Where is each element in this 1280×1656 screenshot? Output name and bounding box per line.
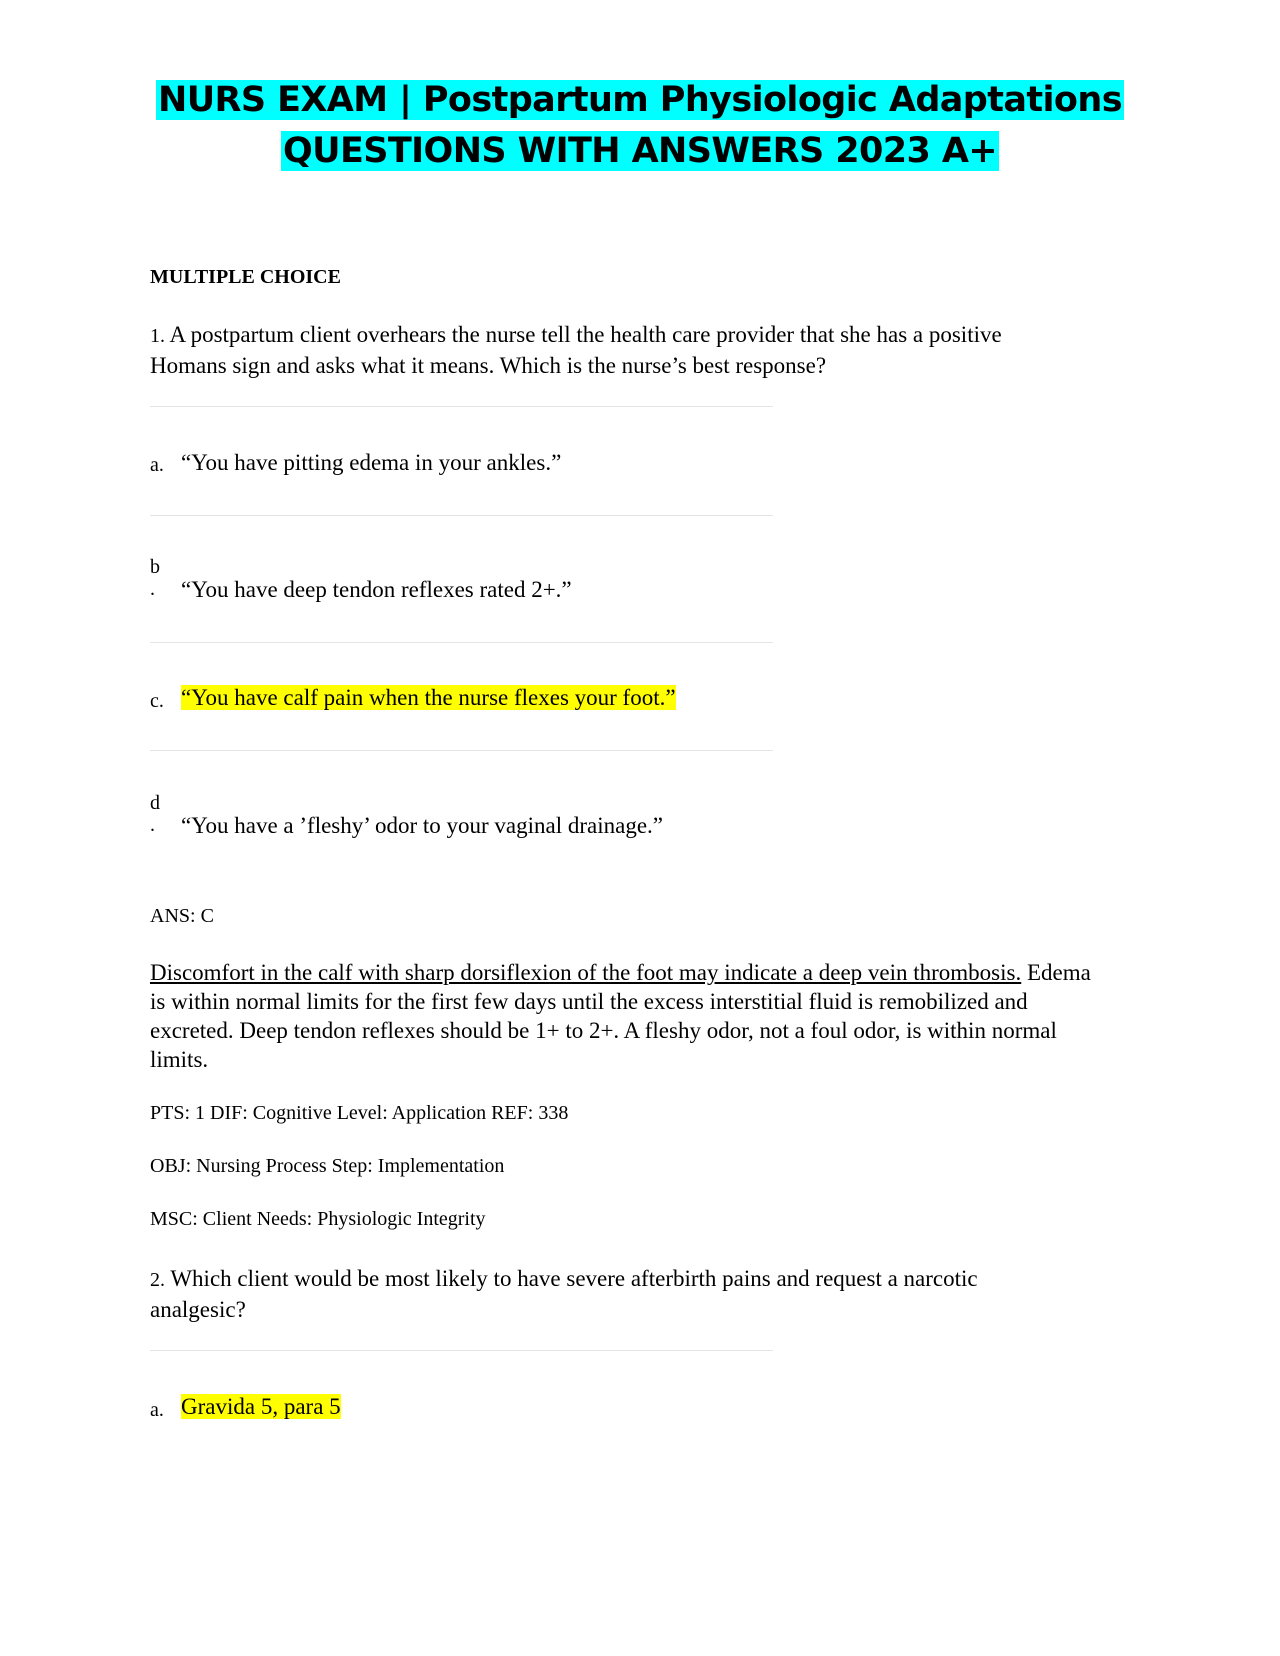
divider xyxy=(150,1350,773,1351)
rationale-text: Edema is within normal limits for the first few days until the excess interstitial fluid is remobilized and excreted. Deep tendon reflexes should be 1+ to 2+. A fleshy odor, not a foul odor, is within normal limits. xyxy=(150,960,1091,1072)
question-1 xyxy=(150,320,1050,380)
option-a-letter: a. xyxy=(150,454,164,476)
correct-answer-highlight: Gravida 5, para 5 xyxy=(181,1394,341,1419)
option-d-dot: . xyxy=(150,814,155,836)
option-b-dot: . xyxy=(150,578,155,600)
document-title-line-2 xyxy=(0,126,1280,176)
meta-obj: OBJ: Nursing Process Step: Implementation xyxy=(150,1155,505,1177)
title-highlight-2: QUESTIONS WITH ANSWERS 2023 A+ xyxy=(282,131,998,171)
option-c-text xyxy=(181,685,676,711)
option-b-text: “You have deep tendon reflexes rated 2+.” xyxy=(181,577,572,602)
divider xyxy=(150,642,773,643)
option-a-text: “You have pitting edema in your ankles.” xyxy=(181,450,562,475)
answer-key: ANS: C xyxy=(150,905,214,927)
question-2 xyxy=(150,1264,1050,1324)
question-1-text: A postpartum client overhears the nurse tell the health care provider that she has a positive Homans sign and asks what it means. Which is the nurse’s best response? xyxy=(150,322,1002,378)
correct-answer-highlight: “You have calf pain when the nurse flexes your foot.” xyxy=(181,685,676,710)
section-heading: MULTIPLE CHOICE xyxy=(150,266,341,288)
meta-pts: PTS: 1 DIF: Cognitive Level: Application REF: 338 xyxy=(150,1102,569,1124)
question-2-number: 2. xyxy=(150,1269,165,1291)
rationale-underlined: Discomfort in the calf with sharp dorsiflexion of the foot may indicate a deep vein thrombosis. xyxy=(150,960,1022,985)
divider xyxy=(150,750,773,751)
divider xyxy=(150,406,773,407)
question-1-number: 1. xyxy=(150,325,165,347)
rationale xyxy=(150,958,1110,1074)
option-d-letter: d xyxy=(150,792,160,814)
divider xyxy=(150,515,773,516)
option-b-letter: b xyxy=(150,556,160,578)
meta-msc: MSC: Client Needs: Physiologic Integrity xyxy=(150,1208,486,1230)
title-highlight-1: NURS EXAM | Postpartum Physiologic Adaptations xyxy=(158,80,1122,120)
q2-option-a-letter: a. xyxy=(150,1399,164,1421)
option-c-letter: c. xyxy=(150,690,164,712)
option-d-text: “You have a ’fleshy’ odor to your vaginal drainage.” xyxy=(181,813,664,838)
document-title-line-1 xyxy=(0,75,1280,125)
q2-option-a-text xyxy=(181,1394,341,1420)
question-2-text: Which client would be most likely to have severe afterbirth pains and request a narcotic analgesic? xyxy=(150,1266,978,1322)
